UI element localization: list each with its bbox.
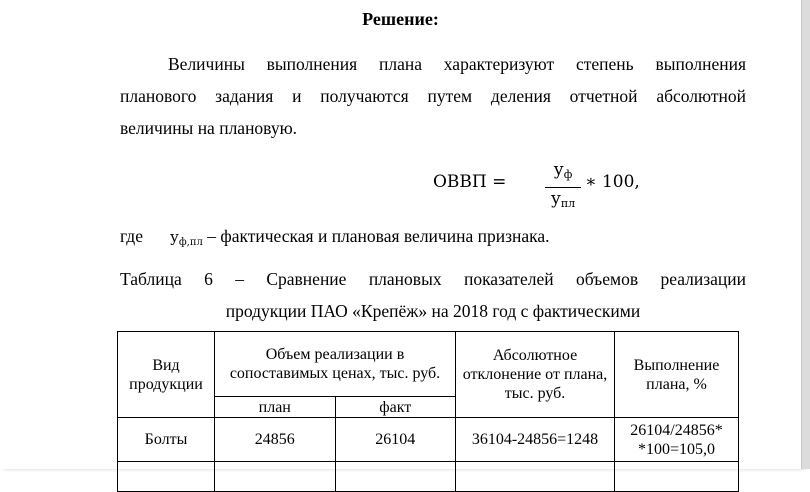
completion-line: 26104/24856* — [630, 421, 723, 439]
comparison-table — [117, 331, 739, 492]
formula-numerator: $у_ф$ — [545, 159, 581, 188]
cell-plan: 24856 — [215, 418, 336, 462]
where-definition — [120, 226, 550, 248]
formula-lhs: ОВВП = — [433, 172, 507, 192]
header-abs-deviation: Абсолютное отклонение от плана, тыс. руб. — [456, 332, 615, 418]
paragraph-line: величины на плановую. — [120, 118, 298, 138]
header-plan-completion: Выполнение плана, % — [615, 332, 739, 418]
where-symbol: $у_{ф,пл}$ — [170, 228, 203, 248]
where-text: – фактическая и плановая величина признака. — [207, 226, 550, 246]
caption-line: продукции ПАО «Крепёж» на 2018 год с фактическими — [225, 301, 641, 321]
header-fact: факт — [335, 397, 456, 418]
header-sales-volume: Объем реализации в сопоставимых ценах, тыс. руб. — [215, 332, 456, 397]
header-plan: план — [215, 397, 336, 418]
page-shadow — [802, 0, 810, 469]
formula-denominator: $у_{пл}$ — [550, 189, 576, 210]
cell-deviation: 36104-24856=1248 — [456, 418, 615, 462]
paragraph-line: Величины выполнения плана характеризуют степень выполнения — [168, 54, 746, 74]
solution-heading: Решение: — [362, 9, 439, 29]
intro-paragraph — [120, 48, 746, 144]
table-row — [118, 418, 739, 462]
caption-line: Таблица 6 – Сравнение плановых показателей объемов реализации — [120, 269, 746, 289]
completion-line: *100=105,0 — [637, 440, 716, 458]
cell-completion — [615, 418, 739, 462]
paragraph-line: планового задания и получаются путем деления отчетной абсолютной — [120, 86, 746, 106]
cell-fact: 26104 — [335, 418, 456, 462]
formula-rhs: ∗ 100, — [585, 172, 640, 192]
formula-fraction — [545, 159, 581, 215]
where-word: где — [120, 226, 143, 246]
header-product-type: Вид продукции — [118, 332, 215, 418]
cell-product: Болты — [118, 418, 215, 462]
table-row-partial — [118, 462, 739, 492]
table-caption — [120, 263, 746, 327]
